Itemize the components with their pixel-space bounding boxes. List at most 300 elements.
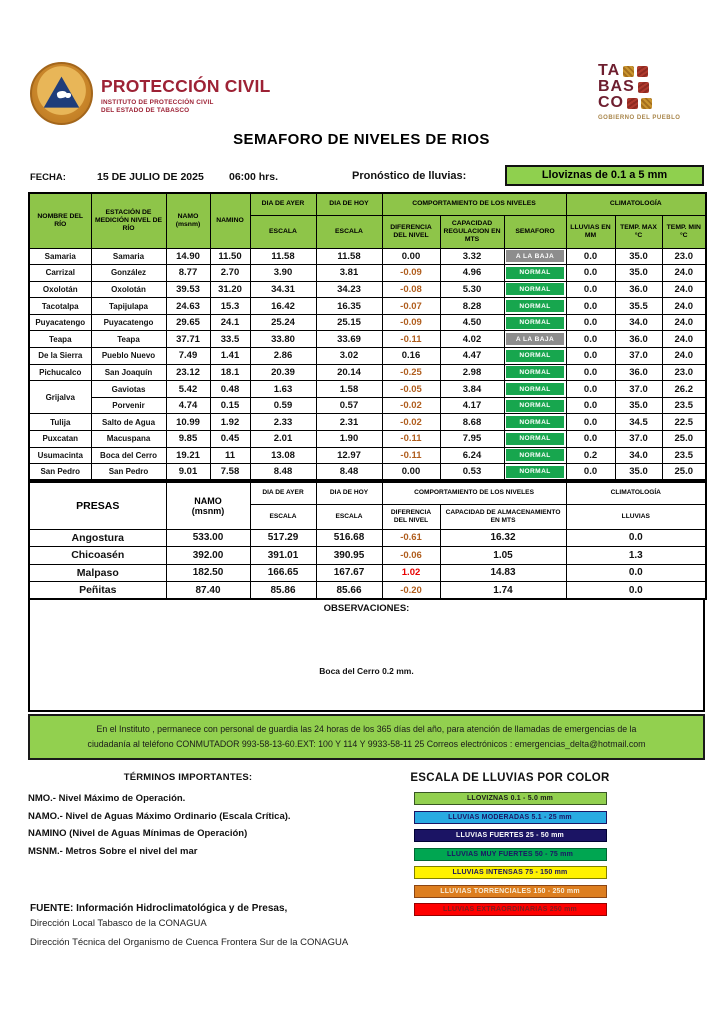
capacidad-cell: 7.95 — [440, 431, 504, 448]
diferencia-cell: 0.00 — [382, 464, 440, 481]
presa-hoy-cell: 516.68 — [316, 529, 382, 547]
fuente-line: Dirección Local Tabasco de la CONAGUA — [30, 918, 207, 929]
river-name-cell: Puxcatan — [29, 431, 91, 448]
rain-scale-bar: LLUVIAS EXTRAORDINARIAS 250 mm — [414, 903, 607, 916]
presa-lluvias-cell: 1.3 — [566, 547, 706, 565]
namo-cell: 10.99 — [166, 414, 210, 431]
col-header-hoy: DIA DE HOY — [316, 193, 382, 215]
presa-namo-cell: 533.00 — [166, 529, 250, 547]
semaforo-cell — [504, 381, 566, 398]
group-header-climatologia: CLIMATOLOGÍA — [566, 193, 706, 215]
tmax-cell: 36.0 — [615, 364, 662, 381]
fuente-line: Dirección Técnica del Organismo de Cuenca Frontera Sur de la CONAGUA — [30, 937, 349, 948]
presa-ayer-cell: 391.01 — [250, 547, 316, 565]
presa-namo-cell: 392.00 — [166, 547, 250, 565]
capacidad-cell: 3.32 — [440, 248, 504, 265]
river-name-cell: Oxolotán — [29, 281, 91, 298]
capacidad-cell: 4.17 — [440, 397, 504, 414]
emergency-banner — [28, 714, 705, 760]
semaforo-cell — [504, 248, 566, 265]
river-name-cell: Usumacinta — [29, 447, 91, 464]
observaciones-title: OBSERVACIONES: — [323, 603, 410, 614]
semaforo-badge: NORMAL — [506, 383, 564, 395]
namo-cell: 37.71 — [166, 331, 210, 348]
proteccion-civil-seal-icon — [30, 62, 93, 125]
fecha-value: 15 DE JULIO DE 2025 — [97, 171, 204, 183]
rain-scale-bar: LLUVIAS INTENSAS 75 - 150 mm — [414, 866, 607, 879]
lluvias-cell: 0.2 — [566, 447, 615, 464]
namo-cell: 8.77 — [166, 265, 210, 282]
lluvias-cell: 0.0 — [566, 348, 615, 365]
semaforo-badge: NORMAL — [506, 433, 564, 445]
tmin-cell: 23.0 — [662, 248, 706, 265]
tmax-cell: 37.0 — [615, 431, 662, 448]
namino-cell: 15.3 — [210, 298, 250, 315]
lluvias-cell: 0.0 — [566, 364, 615, 381]
diferencia-cell: -0.08 — [382, 281, 440, 298]
semaforo-cell — [504, 314, 566, 331]
namino-cell: 0.45 — [210, 431, 250, 448]
namo-cell: 9.85 — [166, 431, 210, 448]
tmin-cell: 26.2 — [662, 381, 706, 398]
namo-cell: 19.21 — [166, 447, 210, 464]
station-cell: Porvenir — [91, 397, 166, 414]
escala-hoy-cell: 2.31 — [316, 414, 382, 431]
namo-cell: 5.42 — [166, 381, 210, 398]
tmin-cell: 23.5 — [662, 397, 706, 414]
station-cell: Teapa — [91, 331, 166, 348]
escala-ayer-cell: 2.33 — [250, 414, 316, 431]
diferencia-cell: -0.02 — [382, 397, 440, 414]
escala-hoy-cell: 16.35 — [316, 298, 382, 315]
river-name-cell: Samaria — [29, 248, 91, 265]
river-name-cell: Carrizal — [29, 265, 91, 282]
presas-header-ayer: DIA DE AYER — [250, 482, 316, 504]
col-header-capacidad: CAPACIDAD REGULACION EN MTS — [440, 215, 504, 248]
capacidad-cell: 3.84 — [440, 381, 504, 398]
tmin-cell: 24.0 — [662, 331, 706, 348]
escala-hoy-cell: 0.57 — [316, 397, 382, 414]
semaforo-cell — [504, 464, 566, 481]
presas-group-comportamiento: COMPORTAMIENTO DE LOS NIVELES — [382, 482, 566, 504]
seal-triangle-icon — [43, 76, 80, 109]
escala-ayer-cell: 0.59 — [250, 397, 316, 414]
station-cell: Tapijulapa — [91, 298, 166, 315]
river-name-cell: Teapa — [29, 331, 91, 348]
semaforo-badge: NORMAL — [506, 317, 564, 329]
col-header-namo: NAMO (msnm) — [166, 193, 210, 248]
tabasco-glyph-icon — [641, 98, 652, 109]
escala-hoy-cell: 11.58 — [316, 248, 382, 265]
tmin-cell: 23.5 — [662, 447, 706, 464]
semaforo-badge: NORMAL — [506, 366, 564, 378]
namino-cell: 0.48 — [210, 381, 250, 398]
semaforo-cell — [504, 348, 566, 365]
col-header-estacion: ESTACIÓN DE MEDICIÓN NIVEL DE RÍO — [91, 193, 166, 248]
col-header-diferencia: DIFERENCIA DEL NIVEL — [382, 215, 440, 248]
tmax-cell: 36.0 — [615, 331, 662, 348]
escala-ayer-cell: 16.42 — [250, 298, 316, 315]
lluvias-cell: 0.0 — [566, 331, 615, 348]
presa-name-cell: Chicoasén — [29, 547, 166, 565]
tmax-cell: 35.5 — [615, 298, 662, 315]
rain-scale-bar: LLOVIZNAS 0.1 - 5.0 mm — [414, 792, 607, 805]
diferencia-cell: -0.09 — [382, 265, 440, 282]
semaforo-badge: NORMAL — [506, 449, 564, 461]
presas-table — [28, 481, 707, 600]
escala-hoy-cell: 25.15 — [316, 314, 382, 331]
river-row — [29, 431, 706, 448]
lluvias-cell: 0.0 — [566, 414, 615, 431]
terminos-section — [28, 772, 348, 860]
station-cell: San Pedro — [91, 464, 166, 481]
escala-hoy-cell: 33.69 — [316, 331, 382, 348]
river-row — [29, 447, 706, 464]
river-row — [29, 314, 706, 331]
tabasco-glyph-icon — [623, 66, 634, 77]
namo-cell: 23.12 — [166, 364, 210, 381]
presa-hoy-cell: 167.67 — [316, 564, 382, 582]
col-header-tmin: TEMP. MIN °C — [662, 215, 706, 248]
tabasco-logo: TA BAS CO GOBIERNO DEL PUEBLO — [598, 63, 708, 121]
river-row — [29, 331, 706, 348]
escala-hoy-cell: 20.14 — [316, 364, 382, 381]
col-header-tmax: TEMP. MAX °C — [615, 215, 662, 248]
emergency-banner-line: ciudadanía al teléfono CONMUTADOR 993-58-13-60.EXT: 100 Y 114 Y 9933-58-11 25 Correos electrónicos : emergencias_delta@hotmail.com — [87, 739, 646, 749]
tabasco-glyph-icon — [637, 66, 648, 77]
presas-tbody — [29, 529, 706, 599]
river-row — [29, 265, 706, 282]
capacidad-cell: 0.53 — [440, 464, 504, 481]
river-name-cell: Tulija — [29, 414, 91, 431]
presa-ayer-cell: 85.86 — [250, 582, 316, 600]
semaforo-cell — [504, 331, 566, 348]
rain-scale-section — [410, 772, 610, 922]
escala-hoy-cell: 3.81 — [316, 265, 382, 282]
tmax-cell: 35.0 — [615, 397, 662, 414]
diferencia-cell: -0.07 — [382, 298, 440, 315]
rain-scale-bar: LLUVIAS TORRENCIALES 150 - 250 mm — [414, 885, 607, 898]
diferencia-cell: -0.05 — [382, 381, 440, 398]
tmin-cell: 24.0 — [662, 314, 706, 331]
hora-value: 06:00 hrs. — [229, 171, 279, 183]
org-subtitle: INSTITUTO DE PROTECCIÓN CIVIL DEL ESTADO DE TABASCO — [101, 99, 214, 114]
lluvias-cell: 0.0 — [566, 281, 615, 298]
termino-item: NAMINO (Nivel de Aguas Mínimas de Operación) — [28, 828, 248, 839]
semaforo-cell — [504, 414, 566, 431]
observaciones-note: Boca del Cerro 0.2 mm. — [319, 666, 414, 676]
capacidad-cell: 6.24 — [440, 447, 504, 464]
tmin-cell: 24.0 — [662, 265, 706, 282]
presas-header-hoy: DIA DE HOY — [316, 482, 382, 504]
presa-hoy-cell: 390.95 — [316, 547, 382, 565]
tabasco-glyph-icon — [627, 98, 638, 109]
tmin-cell: 24.0 — [662, 348, 706, 365]
semaforo-cell — [504, 397, 566, 414]
escala-ayer-cell: 11.58 — [250, 248, 316, 265]
rivers-table — [28, 192, 707, 481]
river-row — [29, 281, 706, 298]
namo-cell: 29.65 — [166, 314, 210, 331]
namino-cell: 31.20 — [210, 281, 250, 298]
presas-header-lluvias: LLUVIAS — [566, 504, 706, 529]
presas-header-diferencia: DIFERENCIA DEL NIVEL — [382, 504, 440, 529]
escala-hoy-cell: 12.97 — [316, 447, 382, 464]
semaforo-badge: A LA BAJA — [506, 333, 564, 345]
presa-row — [29, 564, 706, 582]
presas-header-escala-ayer: ESCALA — [250, 504, 316, 529]
presa-capacidad-cell: 14.83 — [440, 564, 566, 582]
semaforo-badge: NORMAL — [506, 350, 564, 362]
lluvias-cell: 0.0 — [566, 265, 615, 282]
tmax-cell: 36.0 — [615, 281, 662, 298]
terminos-list — [28, 790, 348, 860]
escala-ayer-cell: 25.24 — [250, 314, 316, 331]
presas-header-namo: NAMO (msnm) — [166, 482, 250, 529]
presa-diferencia-cell: -0.06 — [382, 547, 440, 565]
presa-lluvias-cell: 0.0 — [566, 529, 706, 547]
col-header-ayer: DIA DE AYER — [250, 193, 316, 215]
rain-scale-bar: LLUVIAS MODERADAS 5.1 - 25 mm — [414, 811, 607, 824]
namino-cell: 1.92 — [210, 414, 250, 431]
org-identity — [101, 76, 270, 115]
diferencia-cell: 0.00 — [382, 248, 440, 265]
lluvias-cell: 0.0 — [566, 464, 615, 481]
river-row — [29, 397, 706, 414]
tmax-cell: 37.0 — [615, 381, 662, 398]
escala-ayer-cell: 2.01 — [250, 431, 316, 448]
escala-hoy-cell: 34.23 — [316, 281, 382, 298]
lluvias-cell: 0.0 — [566, 381, 615, 398]
capacidad-cell: 4.47 — [440, 348, 504, 365]
tabasco-glyph-icon — [638, 82, 649, 93]
capacidad-cell: 8.28 — [440, 298, 504, 315]
river-name-cell: Grijalva — [29, 381, 91, 414]
escala-ayer-cell: 13.08 — [250, 447, 316, 464]
col-header-escala-hoy: ESCALA — [316, 215, 382, 248]
col-header-namino: NAMINO — [210, 193, 250, 248]
tmin-cell: 22.5 — [662, 414, 706, 431]
rivers-tbody — [29, 248, 706, 480]
presa-row — [29, 582, 706, 600]
station-cell: Salto de Agua — [91, 414, 166, 431]
rain-scale-bar: LLUVIAS FUERTES 25 - 50 mm — [414, 829, 607, 842]
presas-header-capacidad: CAPACIDAD DE ALMACENAMIENTO EN MTS — [440, 504, 566, 529]
capacidad-cell: 8.68 — [440, 414, 504, 431]
semaforo-cell — [504, 447, 566, 464]
escala-ayer-cell: 2.86 — [250, 348, 316, 365]
semaforo-badge: NORMAL — [506, 466, 564, 478]
pronostico-badge: Lloviznas de 0.1 a 5 mm — [505, 165, 704, 186]
tmin-cell: 23.0 — [662, 364, 706, 381]
tabasco-subtitle: GOBIERNO DEL PUEBLO — [598, 115, 681, 121]
namo-cell: 39.53 — [166, 281, 210, 298]
fuente-section — [30, 903, 348, 952]
presa-lluvias-cell: 0.0 — [566, 564, 706, 582]
org-name: PROTECCIÓN CIVIL — [101, 76, 271, 96]
presa-row — [29, 529, 706, 547]
semaforo-badge: NORMAL — [506, 300, 564, 312]
observaciones-box — [28, 598, 705, 712]
tmin-cell: 25.0 — [662, 464, 706, 481]
tmax-cell: 35.0 — [615, 248, 662, 265]
tmax-cell: 34.5 — [615, 414, 662, 431]
semaforo-badge: NORMAL — [506, 283, 564, 295]
river-row — [29, 348, 706, 365]
escala-ayer-cell: 1.63 — [250, 381, 316, 398]
namo-cell: 24.63 — [166, 298, 210, 315]
tmin-cell: 25.0 — [662, 431, 706, 448]
river-name-cell: Pichucalco — [29, 364, 91, 381]
station-cell: San Joaquín — [91, 364, 166, 381]
lluvias-cell: 0.0 — [566, 314, 615, 331]
termino-item: NMO.- Nivel Máximo de Operación. — [28, 793, 186, 804]
station-cell: Macuspana — [91, 431, 166, 448]
river-name-cell: Tacotalpa — [29, 298, 91, 315]
capacidad-cell: 5.30 — [440, 281, 504, 298]
presa-namo-cell: 182.50 — [166, 564, 250, 582]
escala-ayer-cell: 3.90 — [250, 265, 316, 282]
rain-scale-bar: LLUVIAS MUY FUERTES 50 - 75 mm — [414, 848, 607, 861]
diferencia-cell: -0.09 — [382, 314, 440, 331]
tmax-cell: 35.0 — [615, 265, 662, 282]
col-header-lluvias: LLUVIAS EN MM — [566, 215, 615, 248]
namino-cell: 7.58 — [210, 464, 250, 481]
namino-cell: 24.1 — [210, 314, 250, 331]
station-cell: Oxolotán — [91, 281, 166, 298]
namino-cell: 18.1 — [210, 364, 250, 381]
semaforo-cell — [504, 281, 566, 298]
fecha-label: FECHA: — [30, 172, 66, 183]
emergency-banner-line: En el Instituto , permanece con personal de guardia las 24 horas de los 365 días del año, para atención de llamadas de emergencias de la — [96, 724, 637, 734]
termino-item: NAMO.- Nivel de Aguas Máximo Ordinario (Escala Crítica). — [28, 810, 291, 822]
escala-hoy-cell: 1.90 — [316, 431, 382, 448]
diferencia-cell: -0.11 — [382, 431, 440, 448]
namino-cell: 0.15 — [210, 397, 250, 414]
presa-diferencia-cell: 1.02 — [382, 564, 440, 582]
diferencia-cell: -0.11 — [382, 331, 440, 348]
escala-hoy-cell: 1.58 — [316, 381, 382, 398]
presa-name-cell: Malpaso — [29, 564, 166, 582]
namo-cell: 4.74 — [166, 397, 210, 414]
semaforo-cell — [504, 431, 566, 448]
river-row — [29, 298, 706, 315]
lluvias-cell: 0.0 — [566, 397, 615, 414]
presa-ayer-cell: 166.65 — [250, 564, 316, 582]
presa-capacidad-cell: 16.32 — [440, 529, 566, 547]
namino-cell: 1.41 — [210, 348, 250, 365]
semaforo-badge: NORMAL — [506, 267, 564, 279]
semaforo-cell — [504, 364, 566, 381]
diferencia-cell: -0.25 — [382, 364, 440, 381]
presa-hoy-cell: 85.66 — [316, 582, 382, 600]
namo-cell: 14.90 — [166, 248, 210, 265]
rain-scale-title: ESCALA DE LLUVIAS POR COLOR — [410, 772, 610, 784]
escala-hoy-cell: 8.48 — [316, 464, 382, 481]
namino-cell: 2.70 — [210, 265, 250, 282]
escala-ayer-cell: 8.48 — [250, 464, 316, 481]
presa-ayer-cell: 517.29 — [250, 529, 316, 547]
escala-ayer-cell: 33.80 — [250, 331, 316, 348]
presa-capacidad-cell: 1.05 — [440, 547, 566, 565]
semaforo-badge: NORMAL — [506, 400, 564, 412]
capacidad-cell: 4.96 — [440, 265, 504, 282]
diferencia-cell: -0.11 — [382, 447, 440, 464]
page-title: SEMAFORO DE NIVELES DE RIOS — [233, 131, 490, 148]
lluvias-cell: 0.0 — [566, 298, 615, 315]
presa-row — [29, 547, 706, 565]
col-header-semaforo: SEMAFORO — [504, 215, 566, 248]
namino-cell: 11.50 — [210, 248, 250, 265]
presas-header-escala-hoy: ESCALA — [316, 504, 382, 529]
presas-group-climatologia: CLIMATOLOGÍA — [566, 482, 706, 504]
terminos-title: TÉRMINOS IMPORTANTES: — [123, 772, 253, 783]
capacidad-cell: 4.50 — [440, 314, 504, 331]
escala-ayer-cell: 20.39 — [250, 364, 316, 381]
namo-cell: 9.01 — [166, 464, 210, 481]
semaforo-badge: NORMAL — [506, 416, 564, 428]
escala-hoy-cell: 3.02 — [316, 348, 382, 365]
fuente-lines — [30, 914, 348, 952]
termino-item: MSNM.- Metros Sobre el nivel del mar — [28, 845, 198, 857]
river-name-cell: De la Sierra — [29, 348, 91, 365]
station-cell: Pueblo Nuevo — [91, 348, 166, 365]
station-cell: Puyacatengo — [91, 314, 166, 331]
pronostico-label: Pronóstico de lluvias: — [352, 170, 467, 182]
namino-cell: 11 — [210, 447, 250, 464]
river-row — [29, 381, 706, 398]
fuente-title: FUENTE: Información Hidroclimatológica y de Presas, — [30, 903, 288, 914]
semaforo-badge: A LA BAJA — [506, 250, 564, 262]
river-name-cell: Puyacatengo — [29, 314, 91, 331]
capacidad-cell: 4.02 — [440, 331, 504, 348]
col-header-nombre: NOMBRE DEL RÍO — [29, 193, 91, 248]
presa-capacidad-cell: 1.74 — [440, 582, 566, 600]
namino-cell: 33.5 — [210, 331, 250, 348]
diferencia-cell: 0.16 — [382, 348, 440, 365]
station-cell: Gaviotas — [91, 381, 166, 398]
station-cell: Samaria — [91, 248, 166, 265]
station-cell: González — [91, 265, 166, 282]
lluvias-cell: 0.0 — [566, 248, 615, 265]
presa-name-cell: Angostura — [29, 529, 166, 547]
presa-name-cell: Peñitas — [29, 582, 166, 600]
tmin-cell: 24.0 — [662, 298, 706, 315]
river-row — [29, 414, 706, 431]
namo-cell: 7.49 — [166, 348, 210, 365]
presas-header: PRESAS — [29, 482, 166, 529]
river-row — [29, 364, 706, 381]
river-name-cell: San Pedro — [29, 464, 91, 481]
diferencia-cell: -0.02 — [382, 414, 440, 431]
tmin-cell: 24.0 — [662, 281, 706, 298]
station-cell: Boca del Cerro — [91, 447, 166, 464]
col-header-escala-ayer: ESCALA — [250, 215, 316, 248]
semaforo-cell — [504, 265, 566, 282]
lluvias-cell: 0.0 — [566, 431, 615, 448]
tmax-cell: 34.0 — [615, 314, 662, 331]
presa-diferencia-cell: -0.61 — [382, 529, 440, 547]
presa-lluvias-cell: 0.0 — [566, 582, 706, 600]
presa-diferencia-cell: -0.20 — [382, 582, 440, 600]
presa-namo-cell: 87.40 — [166, 582, 250, 600]
rain-scale-bars — [410, 792, 610, 916]
tmax-cell: 34.0 — [615, 447, 662, 464]
river-row — [29, 464, 706, 481]
capacidad-cell: 2.98 — [440, 364, 504, 381]
escala-ayer-cell: 34.31 — [250, 281, 316, 298]
river-row — [29, 248, 706, 265]
